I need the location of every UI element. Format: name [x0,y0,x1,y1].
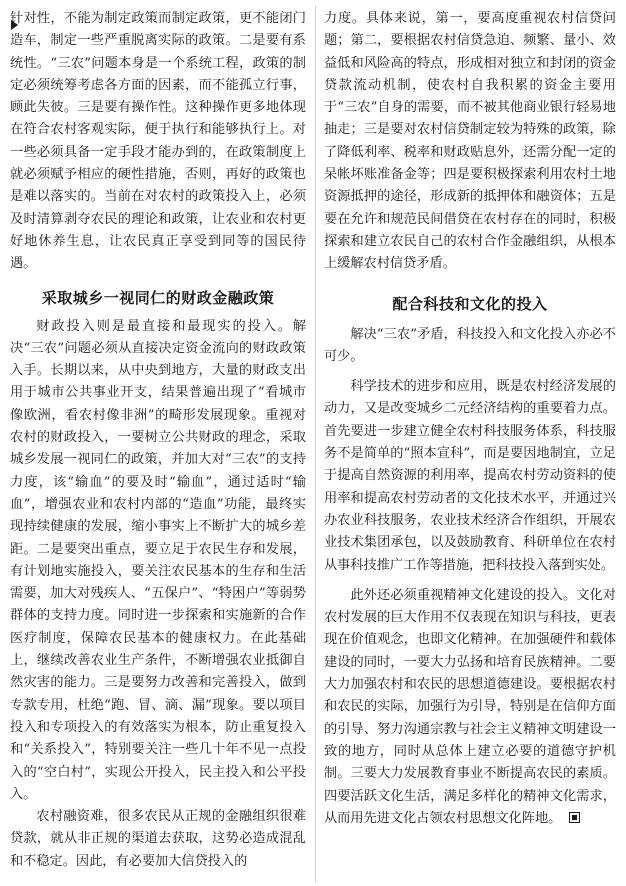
paragraph-tech-investment: 科学技术的进步和应用，既是农村经济发展的动力，又是改变城乡二元经济结构的重要着力点。首先要进一步建立健全农村科技服务体系，科技服务不是简单的“照本宣科”，而是要因地制宜，立足于提高自然资源的利用率，提高农村劳动资料的使用率和提高农村劳动者的文化技术水平，并通过兴办农业科技服务，农业技术经济合作组织，开展农业技术集团承包，以及鼓励教育、科研单位在农村从事科技推广工作等措施，把科技投入落到实处。 [324,379,616,573]
right-column [324,8,616,830]
paragraph-tech-culture-intro: 解决“三农”矛盾，科技投入和文化投入亦必不可少。 [324,326,616,364]
paragraph-culture-investment [324,585,616,830]
section-heading-tech-culture: 配合科技和文化的投入 [392,294,548,313]
paragraph-policy-continued: 针对性，不能为制定政策而制定政策，更不能闭门造车，制定一些严重脱离实际的政策。二是要有系统性。“三农”问题本身是一个系统工程，政策的制定必须统筹考虑各方面的因素，而不能孤立行事，顾此失彼。三是要有操作性。这种操作更多地体现在符合农村客观实际，便于执行和能够执行上。对一些必须具备一定手段才能办到的，在政策制度上就必须赋予相应的硬性措施，否则，再好的政策也是难以落实的。当前在对农村的政策投入上，必须及时清算剥夺农民的理论和政策，让农业和农村更好地休养生息，让农民真正享受到同等的国民待遇。 [10,11,306,272]
paragraph-fiscal-investment: 财政投入则是最直接和最现实的投入。解决“三农”问题必须从直接决定资金流向的财政政策入手。长期以来，从中央到地方，大量的财政支出用于城市公共事业开支，结果普遍出现了“看城市像欧洲，看农村像非洲”的畸形发展现象。重视对农村的财政投入，一要树立公共财政的理念，采取城乡发展一视同仁的政策，并加大对“三农”的支持力度，该“输血”的要及时“输血”，通过适时“输血”，增强农业和农村内部的“造血”功能，最终实现持续健康的发展，缩小事实上不断扩大的城乡差距。二是要突出重点，要立足于农民生存和发展，有计划地实施投入，要关注农民基本的生存和生活需要，加大对残疾人、“五保户”、“特困户”等弱势群体的支持力度。同时进一步探索和实施新的合作医疗制度，保障农民基本的健康权力。在此基础上，继续改善农业生产条件，不断增强农业抵御自然灾害的能力。三是要努力改善和完善投入，做到专款专用，杜绝“跑、冒、滴、漏”现象。要以项目投入和专项投入的有效落实为根本，防止重复投入和“关系投入”，特别要关注一些几十年不见一点投入的“空白村”，实现公开投入，民主投入和公平投入。 [10,318,306,802]
culture-text: 此外还必须重视精神文化建设的投入。文化对农村发展的巨大作用不仅表现在知识与科技，更表现在价值观念，也即文化精神。在加强硬件和载体建设的同时，一要大力弘扬和培育民族精神。二要大力加强农村和农民的思想道德建设。要根据农村和农民的实际，加强行为引导，特别是在信仰方面的引导、努力沟通宗教与社会主义精神文明建设一致的地方，同时从总体上建立必要的道德守护机制。三要大力发展教育事业不断提高农民的素质。四要活跃文化生活，满足多样化的精神文化需求，从而用先进文化占领农村思想文化阵地。 [324,587,616,826]
section-heading-fiscal-finance: 采取城乡一视同仁的财政金融政策 [41,288,275,307]
article-end-mark-icon [569,812,580,823]
paragraph-rural-finance: 农村融资难，很多农民从正规的金融组织很难贷款，就从非正规的渠道去获取，这势必造成混乱和不稳定。因此，有必要加大信贷投入的 [10,809,306,869]
paragraph-credit-measures: 力度。具体来说，第一，要高度重视农村信贷问题；第二，要根据农村信贷急迫、频繁、量小、效益低和风险高的特点，形成相对独立和封闭的资金贷款流动机制，使农村自我积累的资金主要用于“三农”自身的需要，而不被其他商业银行轻易地抽走；三是要对农村信贷制定较为特殊的政策，除了降低利率、税率和财政贴息外，还需分配一定的呆帐坏账准备金等；四是要积极探索利用农村土地资源抵押的途径，形成新的抵押体和融资体；五是要在允许和规范民间借贷在农村存在的同时，积极探索和建立农民自己的农村合作金融组织，从根本上缓解农村信贷矛盾。 [324,11,616,272]
triangle-marker-icon [11,20,18,30]
left-column [10,8,306,873]
column-divider [315,6,316,882]
